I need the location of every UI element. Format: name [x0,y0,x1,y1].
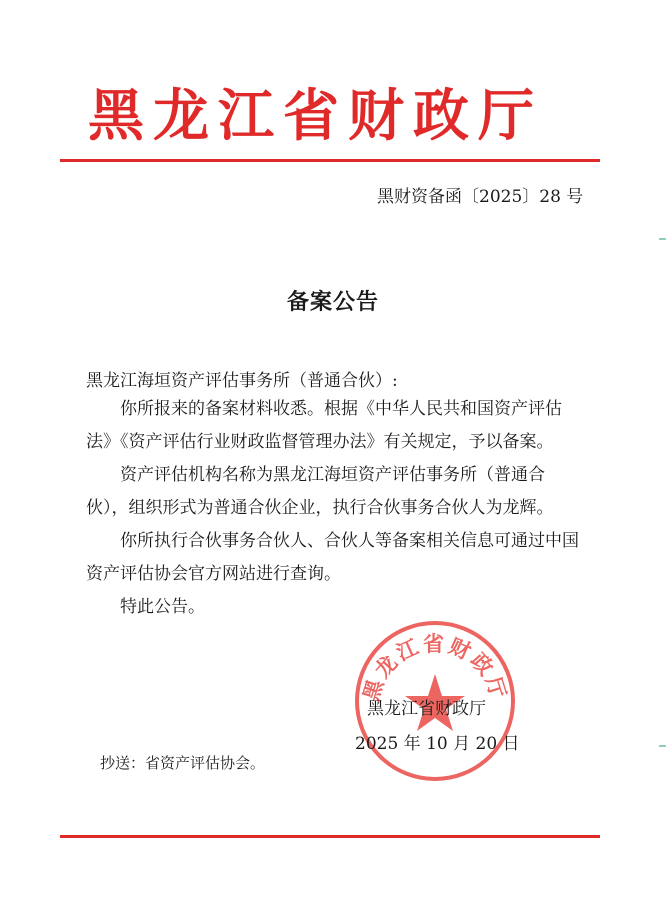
masthead-title: 黑龙江省财政厅 [88,83,543,149]
carbon-copy: 抄送：省资产评估协会。 [100,754,266,772]
addressee: 黑龙江海垣资产评估事务所（普通合伙）: [86,371,398,391]
header-divider [60,159,600,162]
signature-date: 2025 年 10 月 20 日 [355,734,520,754]
body-paragraph: 资产评估机构名称为黑龙江海垣资产评估事务所（普通合伙），组织形式为普通合伙企业，执行合伙事务合伙人为龙辉。 [86,465,554,518]
scan-edge-mark [659,745,666,747]
footer-divider [60,835,600,838]
document-title: 备案公告 [286,290,379,315]
scan-edge-mark [659,238,666,240]
seal-text: 黑龙江省财政厅 [358,632,512,704]
document-number: 黑财资备函〔2025〕28 号 [377,187,584,207]
body-paragraph: 你所执行合伙事务合伙人、合伙人等备案相关信息可通过中国资产评估协会官方网站进行查询。 [86,531,579,584]
signature-organization: 黑龙江省财政厅 [367,699,486,719]
body-paragraph: 你所报来的备案材料收悉。根据《中华人民共和国资产评估法》《资产评估行业财政监督管理办法》有关规定，予以备案。 [86,399,562,452]
body-paragraph: 特此公告。 [120,597,205,617]
